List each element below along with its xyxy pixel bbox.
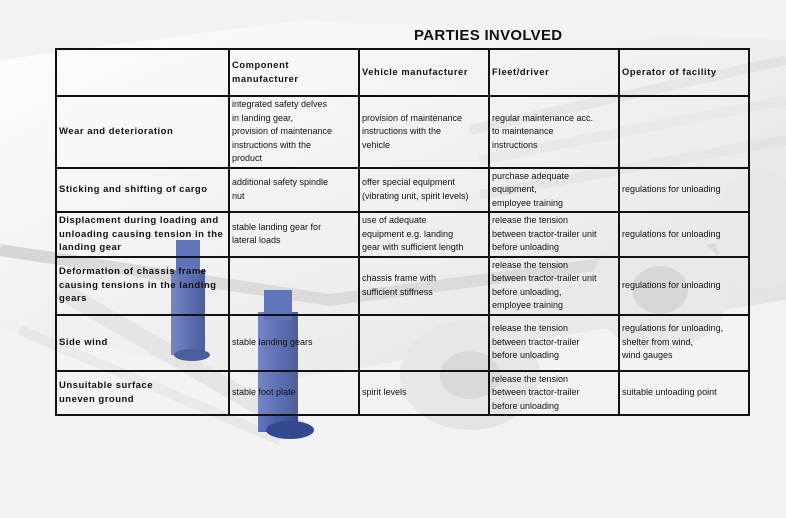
cell-text-line: regulations for unloading — [622, 228, 721, 239]
table-cell — [489, 371, 619, 416]
table-cell — [229, 96, 359, 168]
table-cell-empty — [359, 315, 489, 371]
column-header-vehicle-manufacturer — [359, 49, 489, 96]
table-cell-empty — [619, 96, 749, 168]
cell-text-line: between tractor-trailer — [492, 336, 580, 347]
page-title: PARTIES INVOLVED — [414, 27, 563, 44]
cell-text-line: Wear and deterioration — [59, 126, 174, 137]
cell-text-line: gears — [59, 293, 87, 305]
cell-text-line: nut — [232, 190, 245, 201]
cell-text-line: unloading causing tension in the — [59, 228, 224, 240]
cell-text-line: between tractor-trailer — [492, 387, 580, 397]
cell-text-line: integrated safety delves — [232, 99, 328, 109]
cell-text-line: before unloading, — [492, 286, 562, 297]
cell-text-line: wind gauges — [622, 350, 673, 361]
cell-text-line: (vibrating unit, spirit levels) — [362, 190, 469, 201]
cell-text-line: regulations for unloading — [622, 279, 721, 290]
cell-text-line: Sticking and shifting of cargo — [59, 184, 208, 195]
cell-text-line: regular maintenance acc. — [492, 112, 594, 123]
table-cell — [489, 315, 619, 371]
cell-text-line: release the tension — [492, 373, 569, 384]
cell-text-line: employee training — [492, 300, 564, 310]
table-cell — [619, 371, 749, 416]
column-header-fleet-driver — [489, 49, 619, 96]
cell-text-line: instructions with the — [362, 126, 442, 136]
cell-text-line: Displacment during loading and — [59, 215, 219, 226]
table-cell — [229, 371, 359, 416]
cell-text-line: uneven ground — [59, 393, 135, 405]
table-row — [56, 96, 749, 168]
cell-text-line: product — [232, 153, 263, 163]
cell-text-line: in landing gear, — [232, 112, 294, 123]
table-cell — [619, 315, 749, 371]
table-cell-empty — [229, 257, 359, 315]
cell-text-line: landing gear — [59, 242, 122, 253]
cell-text-line: additional safety spindle — [232, 177, 329, 188]
table-row — [56, 257, 749, 315]
cell-text-line: instructions with the — [232, 139, 312, 150]
table-cell — [489, 257, 619, 315]
cell-text-line: stable landing gear for — [232, 221, 322, 232]
cell-text-line: Unsuitable surface — [59, 380, 153, 392]
cell-text-line: sufficient stiffness — [362, 286, 433, 297]
cell-text-line: Side wind — [59, 336, 108, 348]
cell-text-line: stable foot plate — [232, 387, 296, 397]
table-cell — [619, 168, 749, 213]
cell-text-line: regulations for unloading, — [622, 323, 724, 334]
cell-text-line: release the tension — [492, 215, 569, 225]
header-corner — [56, 49, 229, 96]
row-header — [56, 212, 229, 257]
cell-text-line: release the tension — [492, 323, 569, 334]
cell-text-line: suitable unloading point — [622, 387, 717, 397]
cell-text-line: gear with sufficient length — [362, 242, 464, 252]
row-header — [56, 96, 229, 168]
table-cell — [489, 168, 619, 213]
column-header-component-manufacturer — [229, 49, 359, 96]
table-row — [56, 371, 749, 416]
row-header — [56, 315, 229, 371]
cell-text-line: release the tension — [492, 259, 569, 270]
cell-text-line: between tractor-trailer unit — [492, 273, 597, 283]
table-cell — [359, 96, 489, 168]
cell-text-line: chassis frame with — [362, 273, 437, 283]
cell-text-line: between tractor-trailer unit — [492, 228, 597, 239]
cell-text-line: before unloading — [492, 242, 560, 252]
cell-text-line: Fleet/driver — [492, 66, 550, 77]
table-cell — [359, 212, 489, 257]
table-cell — [619, 212, 749, 257]
table-cell — [359, 168, 489, 213]
cell-text-line: Vehicle manufacturer — [362, 66, 469, 77]
cell-text-line: Deformation of chassis frame — [59, 266, 207, 278]
table-cell — [359, 371, 489, 416]
cell-text-line: causing tensions in the landing — [59, 279, 217, 291]
cell-text-line: to maintenance — [492, 126, 554, 136]
column-header-operator — [619, 49, 749, 96]
table-cell — [229, 168, 359, 213]
cell-text-line: instructions — [492, 139, 538, 150]
table-cell — [619, 257, 749, 315]
table-row — [56, 315, 749, 371]
cell-text-line: purchase adequate — [492, 170, 570, 181]
cell-text-line: employee training — [492, 197, 564, 208]
cell-text-line: before unloading — [492, 350, 560, 361]
row-header — [56, 168, 229, 213]
cell-text-line: offer special equipment — [362, 177, 455, 188]
cell-text-line: provision of maintenance — [362, 112, 463, 123]
cell-text-line: vehicle — [362, 139, 391, 150]
cell-text-line: manufacturer — [232, 73, 299, 84]
cell-text-line: lateral loads — [232, 235, 281, 246]
row-header — [56, 257, 229, 315]
cell-text-line: spirit levels — [362, 387, 407, 397]
cell-text-line: equipment, — [492, 184, 537, 194]
cell-text-line: stable landing gears — [232, 336, 313, 347]
cell-text-line: before unloading — [492, 400, 560, 411]
table-cell — [489, 96, 619, 168]
responsibility-table — [55, 48, 750, 416]
row-header — [56, 371, 229, 416]
table-row — [56, 212, 749, 257]
cell-text-line: Component — [232, 60, 290, 70]
table-cell — [359, 257, 489, 315]
cell-text-line: regulations for unloading — [622, 184, 721, 194]
table-cell — [489, 212, 619, 257]
table-header-row — [56, 49, 749, 96]
cell-text-line: use of adequate — [362, 215, 427, 225]
cell-text-line: Operator of facility — [622, 66, 717, 77]
table-cell — [229, 315, 359, 371]
table-cell — [229, 212, 359, 257]
cell-text-line: shelter from wind, — [622, 336, 694, 347]
cell-text-line: provision of maintenance — [232, 126, 333, 136]
table-row — [56, 168, 749, 213]
cell-text-line: equipment e.g. landing — [362, 228, 454, 239]
